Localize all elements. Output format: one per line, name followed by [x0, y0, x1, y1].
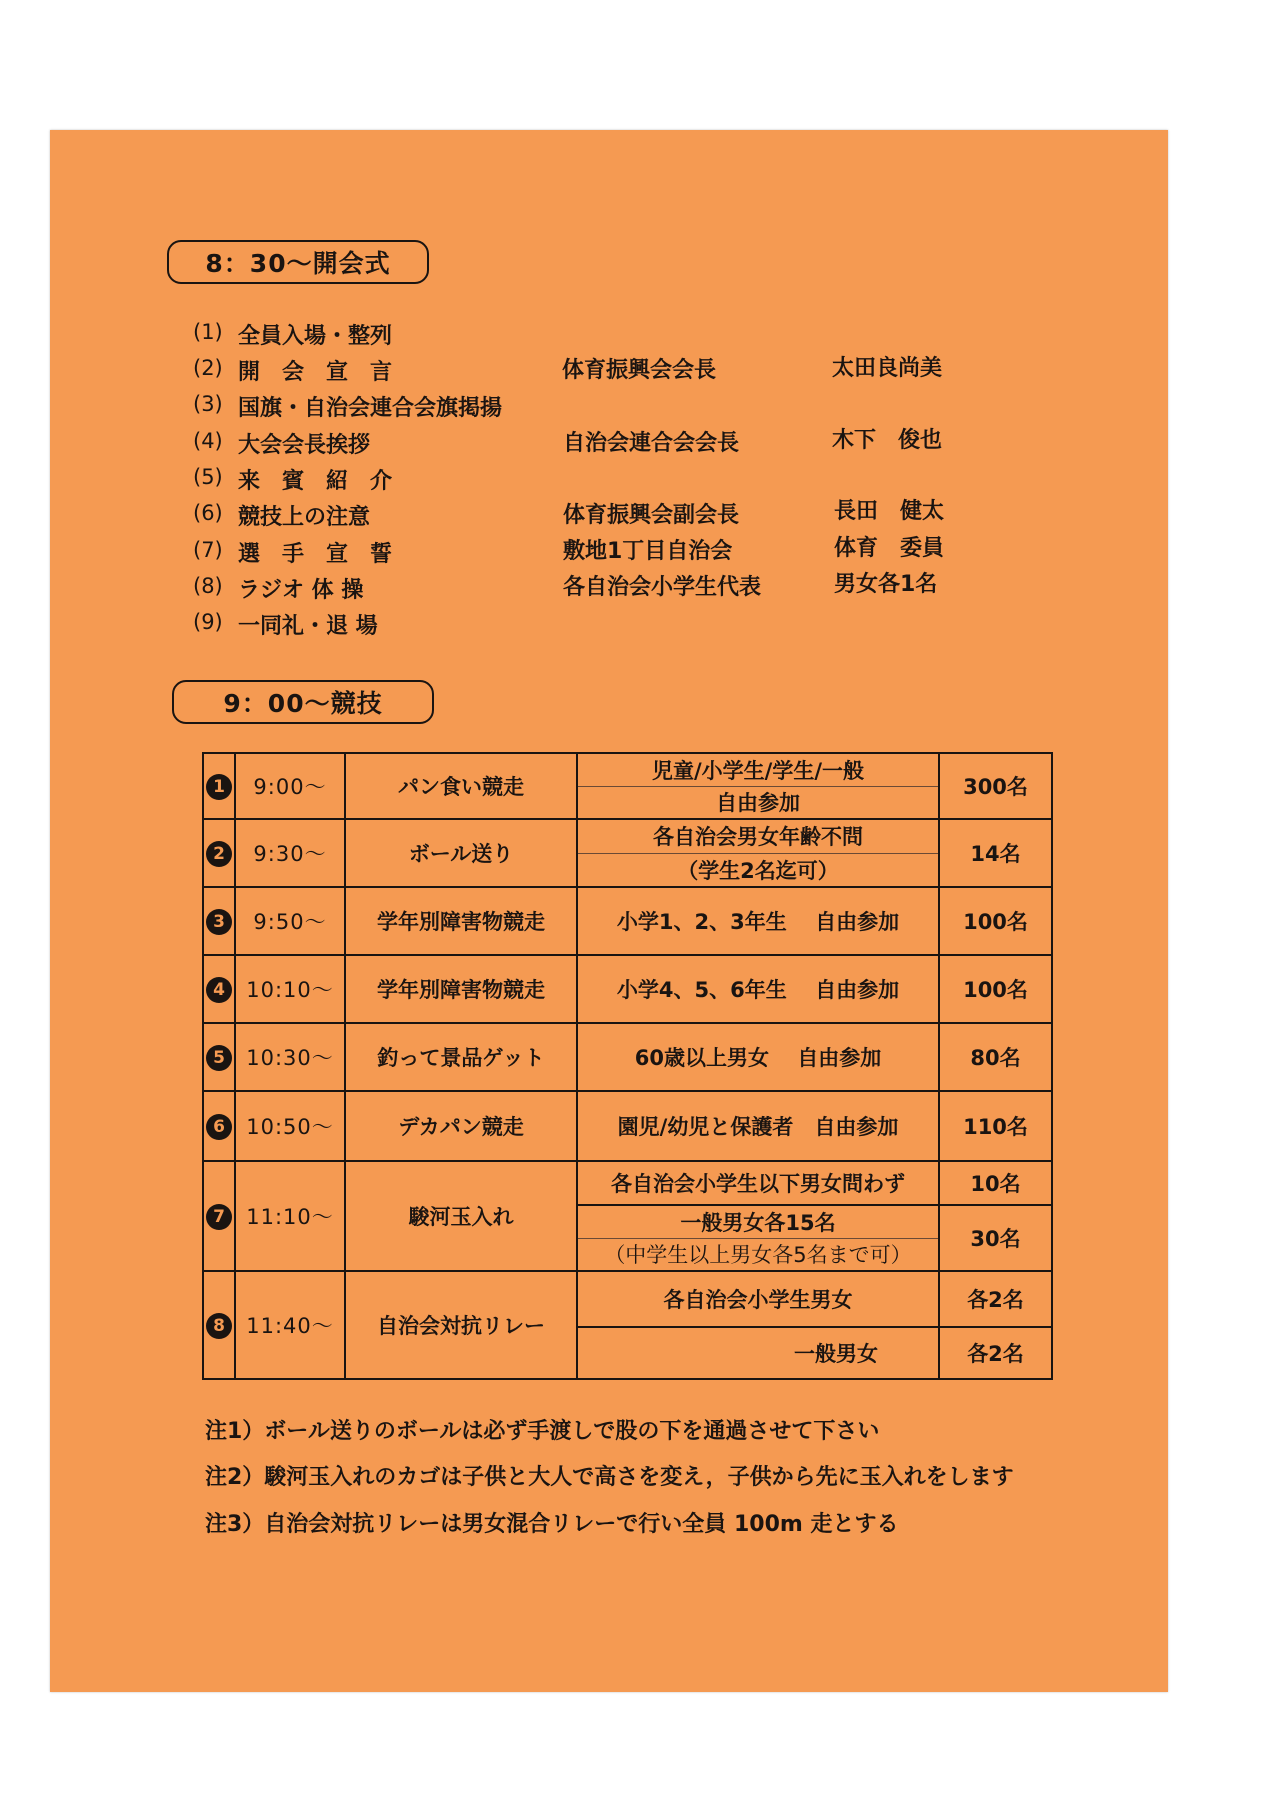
event-time: 11:40～ [235, 1271, 345, 1379]
participants: 自由参加 [577, 786, 939, 819]
participant-count: 14名 [939, 819, 1052, 887]
participants: （学生2名迄可） [577, 853, 939, 887]
programme-number: (5) [193, 465, 223, 489]
programme-person: 木下 俊也 [832, 428, 943, 453]
note-2: 注2）駿河玉入れのカゴは子供と大人で高さを変え，子供から先に玉入れをします [205, 1465, 1014, 1490]
event-name: ボール送り [345, 819, 577, 887]
participant-count: 30名 [939, 1205, 1052, 1271]
event-name: 釣って景品ゲット [345, 1023, 577, 1091]
programme-number: (4) [193, 429, 223, 453]
table-row [203, 955, 1052, 1023]
event-number-mark: 3 [206, 909, 232, 935]
programme-number: (7) [193, 538, 223, 562]
programme-title: ラジオ 体 操 [238, 578, 364, 603]
participants: 一般男女各15名 [577, 1205, 939, 1238]
participant-count: 100名 [939, 887, 1052, 955]
participant-count: 各2名 [939, 1327, 1052, 1379]
participants: 各自治会男女年齢不問 [577, 819, 939, 853]
programme-number: (2) [193, 356, 223, 380]
programme-person: 男女各1名 [834, 572, 938, 597]
participant-count: 各2名 [939, 1271, 1052, 1327]
participants: 園児/幼児と保護者 自由参加 [577, 1091, 939, 1161]
table-row [203, 819, 1052, 853]
event-name: デカパン競走 [345, 1091, 577, 1161]
event-time: 9:30～ [235, 819, 345, 887]
programme-title: 競技上の注意 [238, 505, 371, 530]
note-1: 注1）ボール送りのボールは必ず手渡しで股の下を通過させて下さい [205, 1419, 880, 1444]
participant-count: 110名 [939, 1091, 1052, 1161]
event-name: 学年別障害物競走 [345, 955, 577, 1023]
programme-title: 開 会 宣 言 [238, 360, 393, 385]
event-number-mark: 5 [206, 1045, 232, 1071]
event-time: 10:30～ [235, 1023, 345, 1091]
programme-person: 太田良尚美 [832, 356, 943, 381]
participants: 各自治会小学生男女 [577, 1271, 939, 1327]
programme-title: 来 賓 紹 介 [238, 469, 393, 494]
participant-count: 300名 [939, 753, 1052, 819]
programme-role: 敷地1丁目自治会 [563, 539, 733, 564]
programme-role: 体育振興会副会長 [563, 503, 740, 528]
participant-count: 10名 [939, 1161, 1052, 1205]
event-name: 駿河玉入れ [345, 1161, 577, 1271]
table-row [203, 753, 1052, 786]
participants: 小学4、5、6年生 自由参加 [577, 955, 939, 1023]
participant-count: 100名 [939, 955, 1052, 1023]
participants: 一般男女 [577, 1327, 939, 1379]
programme-title: 全員入場・整列 [238, 324, 393, 349]
table-row [203, 1091, 1052, 1161]
programme-number: (9) [193, 610, 223, 634]
event-number-mark: 6 [206, 1114, 232, 1140]
table-row [203, 1023, 1052, 1091]
opening-ceremony-heading: 8：30～開会式 [167, 240, 429, 284]
event-time: 9:00～ [235, 753, 345, 819]
programme-number: (3) [193, 392, 223, 416]
event-time: 10:50～ [235, 1091, 345, 1161]
participant-count: 80名 [939, 1023, 1052, 1091]
event-name: 自治会対抗リレー [345, 1271, 577, 1379]
event-number-mark: 7 [206, 1204, 232, 1230]
participants: 児童/小学生/学生/一般 [577, 753, 939, 786]
event-number-mark: 2 [206, 841, 232, 867]
programme-person: 体育 委員 [834, 536, 945, 561]
event-name: 学年別障害物競走 [345, 887, 577, 955]
programme-title: 一同礼・退 場 [238, 614, 378, 639]
event-number-mark: 8 [206, 1313, 232, 1339]
event-name: パン食い競走 [345, 753, 577, 819]
participants: （中学生以上男女各5名まで可） [577, 1238, 939, 1271]
programme-number: (1) [193, 320, 223, 344]
programme-number: (6) [193, 501, 223, 525]
event-number-mark: 1 [206, 774, 232, 800]
competition-schedule-table [202, 752, 1053, 1380]
programme-title: 選 手 宣 誓 [238, 542, 393, 567]
table-row [203, 1271, 1052, 1327]
event-time: 11:10～ [235, 1161, 345, 1271]
event-time: 10:10～ [235, 955, 345, 1023]
participants: 各自治会小学生以下男女問わず [577, 1161, 939, 1205]
table-row [203, 887, 1052, 955]
programme-role: 各自治会小学生代表 [563, 575, 762, 600]
event-time: 9:50～ [235, 887, 345, 955]
note-3: 注3）自治会対抗リレーは男女混合リレーで行い全員 100m 走とする [205, 1512, 899, 1537]
participants: 60歳以上男女 自由参加 [577, 1023, 939, 1091]
participants: 小学1、2、3年生 自由参加 [577, 887, 939, 955]
programme-title: 大会会長挨拶 [238, 433, 371, 458]
programme-title: 国旗・自治会連合会旗掲揚 [238, 396, 503, 421]
programme-person: 長田 健太 [834, 499, 945, 524]
programme-role: 体育振興会会長 [562, 358, 717, 383]
competition-heading: 9：00～競技 [172, 680, 434, 724]
programme-number: (8) [193, 574, 223, 598]
event-number-mark: 4 [206, 977, 232, 1003]
table-row [203, 1161, 1052, 1205]
programme-role: 自治会連合会会長 [563, 431, 740, 456]
